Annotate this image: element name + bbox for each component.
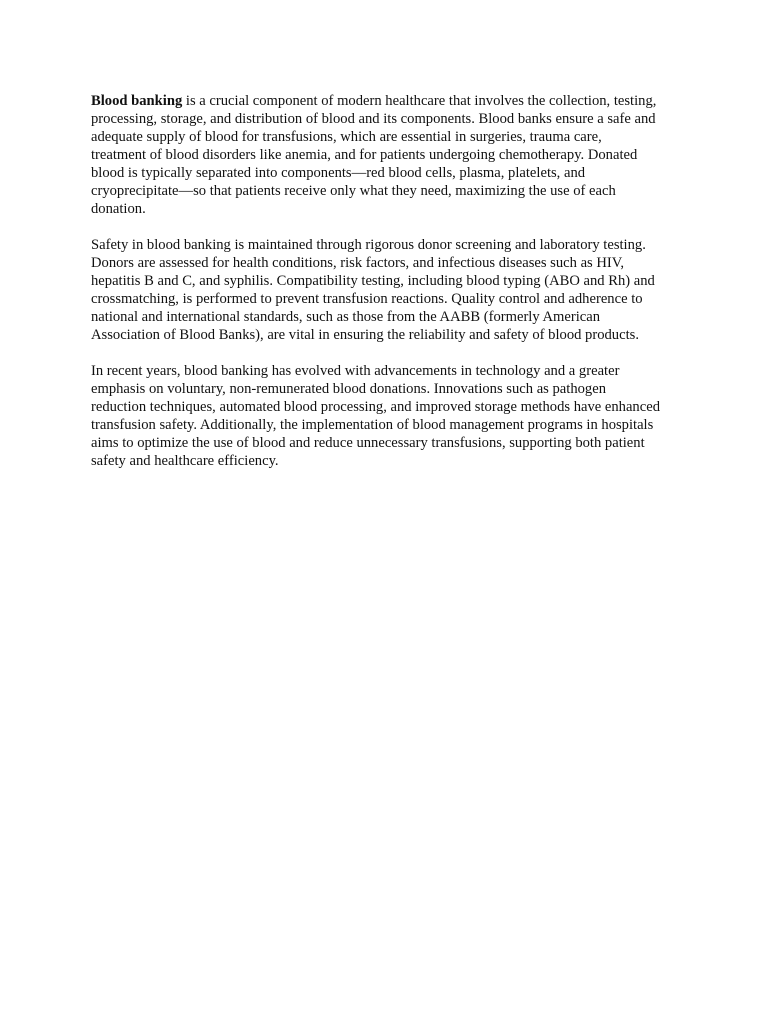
paragraph-3-line-5: aims to optimize the use of blood and reduce unnecessary transfusions, supporting both patient	[91, 435, 645, 451]
paragraph-2-line-1: Safety in blood banking is maintained through rigorous donor screening and laboratory testing.	[91, 237, 646, 253]
paragraph-3	[91, 362, 691, 470]
paragraph-1-line-5: blood is typically separated into components—red blood cells, plasma, platelets, and	[91, 165, 586, 181]
paragraph-1-line-7: donation.	[91, 201, 146, 217]
paragraph-1-line-1-text: is a crucial component of modern healthcare that involves the collection, testing,	[182, 93, 657, 109]
paragraph-2-line-2: Donors are assessed for health conditions, risk factors, and infectious diseases such as HIV,	[91, 255, 625, 271]
paragraph-3-line-3: reduction techniques, automated blood processing, and improved storage methods have enhanced	[91, 399, 660, 415]
document-body	[91, 92, 691, 488]
paragraph-2	[91, 236, 691, 344]
paragraph-3-line-4: transfusion safety. Additionally, the implementation of blood management programs in hospitals	[91, 417, 654, 433]
paragraph-2-line-3: hepatitis B and C, and syphilis. Compatibility testing, including blood typing (ABO and Rh) and	[91, 273, 655, 289]
paragraph-3-line-1: In recent years, blood banking has evolved with advancements in technology and a greater	[91, 363, 620, 379]
paragraph-1	[91, 92, 691, 218]
paragraph-1-line-1	[91, 92, 691, 110]
paragraph-1-line-2: processing, storage, and distribution of blood and its components. Blood banks ensure a safe and	[91, 111, 656, 127]
paragraph-1-line-3: adequate supply of blood for transfusions, which are essential in surgeries, trauma care,	[91, 129, 602, 145]
lead-term: Blood banking	[91, 93, 183, 109]
paragraph-2-line-4: crossmatching, is performed to prevent transfusion reactions. Quality control and adherence to	[91, 291, 643, 307]
paragraph-3-line-2: emphasis on voluntary, non-remunerated blood donations. Innovations such as pathogen	[91, 381, 606, 397]
paragraph-1-line-6: cryoprecipitate—so that patients receive only what they need, maximizing the use of each	[91, 183, 616, 199]
paragraph-2-line-6: Association of Blood Banks), are vital in ensuring the reliability and safety of blood products.	[91, 327, 639, 343]
paragraph-1-line-4: treatment of blood disorders like anemia, and for patients undergoing chemotherapy. Donated	[91, 147, 638, 163]
paragraph-2-line-5: national and international standards, such as those from the AABB (formerly American	[91, 309, 601, 325]
paragraph-3-line-6: safety and healthcare efficiency.	[91, 453, 279, 469]
